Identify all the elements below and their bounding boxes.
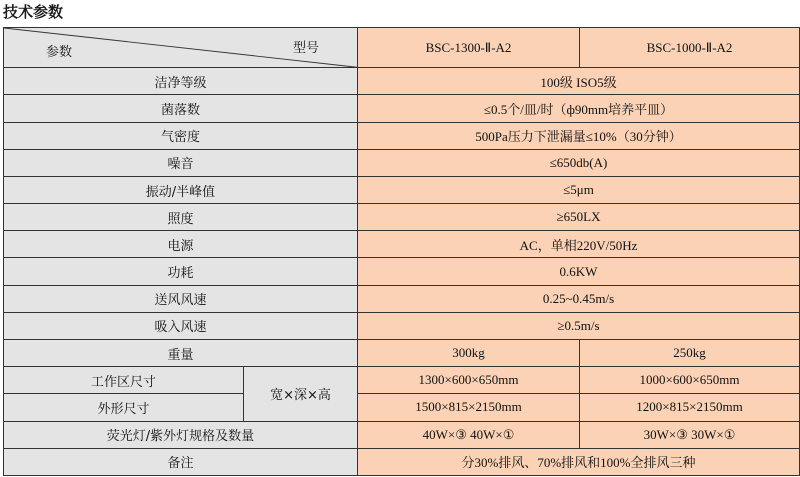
model-2-header: BSC-1000-Ⅱ-A2 (580, 28, 800, 68)
table-row (4, 421, 800, 448)
table-row (4, 95, 800, 122)
row-label: 荧光灯/紫外灯规格及数量 (4, 421, 358, 448)
table-row (4, 312, 800, 339)
page-title: 技术参数 (3, 3, 64, 21)
row-value-model-1: 1300×600×650mm (358, 367, 580, 394)
spec-table (3, 27, 800, 476)
row-value: ≤650db(A) (358, 149, 800, 176)
row-value: ≥0.5m/s (358, 312, 800, 339)
row-label: 功耗 (4, 258, 358, 285)
row-value: ≥650LX (358, 204, 800, 231)
row-value: AC，单相220V/50Hz (358, 231, 800, 258)
row-label: 照度 (4, 204, 358, 231)
table-row (4, 176, 800, 203)
table-row (4, 394, 800, 421)
row-value-model-1: 300kg (358, 339, 580, 366)
row-label: 电源 (4, 231, 358, 258)
row-label: 外形尺寸 (4, 394, 244, 421)
table-row (4, 149, 800, 176)
row-value: 分30%排风、70%排风和100%全排风三种 (358, 448, 800, 475)
row-value-model-2: 1200×815×2150mm (580, 394, 800, 421)
row-value-model-2: 250kg (580, 339, 800, 366)
row-value-model-1: 1500×815×2150mm (358, 394, 580, 421)
row-value-model-2: 30W×③ 30W×① (580, 421, 800, 448)
dimension-unit-label: 宽×深×高 (244, 367, 358, 421)
table-row (4, 122, 800, 149)
row-label: 工作区尺寸 (4, 367, 244, 394)
table-row (4, 231, 800, 258)
table-row (4, 258, 800, 285)
row-value: 500Pa压力下泄漏量≤10%（30分钟） (358, 122, 800, 149)
header-row (4, 28, 800, 68)
table-row (4, 448, 800, 475)
row-label: 气密度 (4, 122, 358, 149)
row-label: 洁净等级 (4, 68, 358, 95)
row-label: 重量 (4, 339, 358, 366)
row-label: 送风风速 (4, 285, 358, 312)
row-label: 吸入风速 (4, 312, 358, 339)
row-value: 0.25~0.45m/s (358, 285, 800, 312)
diagonal-header-cell (4, 28, 358, 68)
row-value-model-2: 1000×600×650mm (580, 367, 800, 394)
table-row (4, 68, 800, 95)
table-row (4, 367, 800, 394)
model-1-header: BSC-1300-Ⅱ-A2 (358, 28, 580, 68)
table-row (4, 204, 800, 231)
model-header-label: 型号 (292, 41, 319, 56)
row-value: 0.6KW (358, 258, 800, 285)
table-row (4, 285, 800, 312)
row-value-model-1: 40W×③ 40W×① (358, 421, 580, 448)
row-value: 100级 ISO5级 (358, 68, 800, 95)
row-label: 备注 (4, 448, 358, 475)
row-label: 噪音 (4, 149, 358, 176)
row-label: 振动/半峰值 (4, 176, 358, 203)
row-value: ≤0.5个/皿/时（ф90mm培养平皿） (358, 95, 800, 122)
param-header-label: 参数 (46, 45, 73, 61)
row-label: 菌落数 (4, 95, 358, 122)
row-value: ≤5μm (358, 176, 800, 203)
table-row (4, 339, 800, 366)
